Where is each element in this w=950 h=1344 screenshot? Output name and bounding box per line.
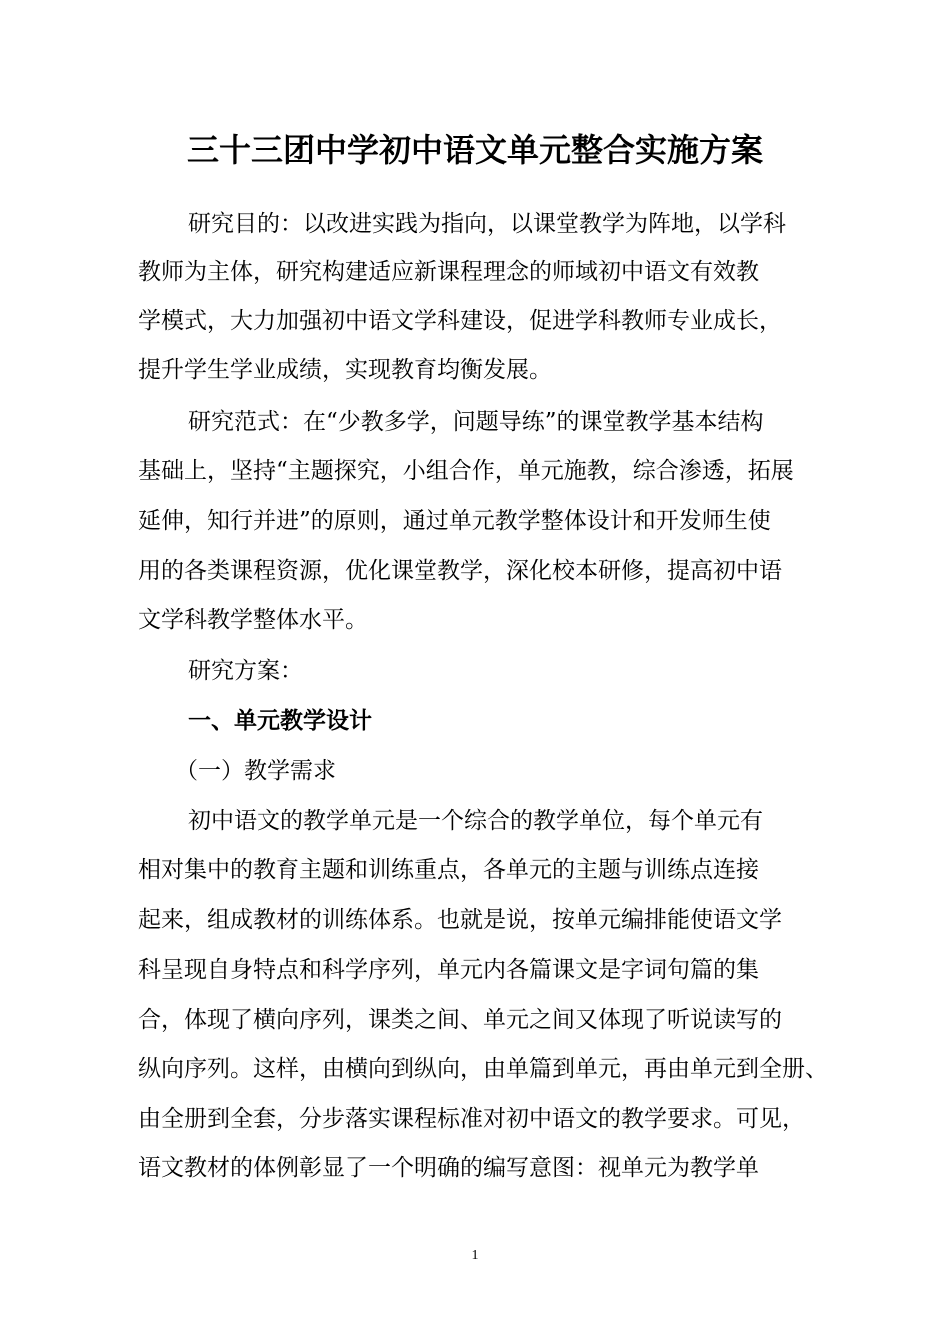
paragraph-1-line-3: 学模式，大力加强初中语文学科建设，促进学科教师专业成长， — [138, 308, 782, 334]
paragraph-1-line-1: 研究目的：以改进实践为指向，以课堂教学为阵地，以学科 — [188, 211, 786, 237]
paragraph-3-line-3: 起来，组成教材的训练体系。也就是说，按单元编排能使语文学 — [138, 907, 782, 933]
paragraph-1-line-2: 教师为主体，研究构建适应新课程理念的师域初中语文有效教 — [138, 259, 759, 285]
paragraph-2-line-3: 延伸，知行并进”的原则，通过单元教学整体设计和开发师生使 — [138, 508, 771, 534]
paragraph-3-line-1: 初中语文的教学单元是一个综合的教学单位，每个单元有 — [188, 808, 763, 834]
paragraph-2-line-2: 基础上，坚持“主题探究，小组合作，单元施教，综合渗透，拓展 — [138, 458, 794, 484]
paragraph-3-line-5: 合，体现了横向序列，课类之间、单元之间又体现了听说读写的 — [138, 1007, 782, 1033]
paragraph-3-line-4: 科呈现自身特点和科学序列，单元内各篇课文是字词句篇的集 — [138, 957, 759, 983]
paragraph-3-line-8: 语文教材的体例彰显了一个明确的编写意图：视单元为教学单 — [138, 1155, 759, 1181]
page-number: 1 — [471, 1248, 479, 1263]
paragraph-3-line-7: 由全册到全套，分步落实课程标准对初中语文的教学要求。可见， — [138, 1106, 805, 1132]
subsection-heading: （一）教学需求 — [175, 758, 336, 784]
paragraph-3-line-6: 纵向序列。这样，由横向到纵向，由单篇到单元，再由单元到全册、 — [138, 1056, 828, 1082]
paragraph-2-line-5: 文学科教学整体水平。 — [138, 607, 368, 633]
paragraph-2-line-4: 用的各类课程资源，优化课堂教学，深化校本研修，提高初中语 — [138, 558, 782, 584]
paragraph-3-line-2: 相对集中的教育主题和训练重点，各单元的主题与训练点连接 — [138, 857, 759, 883]
section-heading: 一、单元教学设计 — [188, 708, 372, 734]
document-title: 三十三团中学初中语文单元整合实施方案 — [186, 131, 763, 169]
paragraph-1-line-4: 提升学生学业成绩，实现教育均衡发展。 — [138, 357, 552, 383]
plan-label: 研究方案： — [188, 658, 303, 684]
paragraph-2-line-1: 研究范式：在“少教多学，问题导练”的课堂教学基本结构 — [188, 409, 764, 435]
